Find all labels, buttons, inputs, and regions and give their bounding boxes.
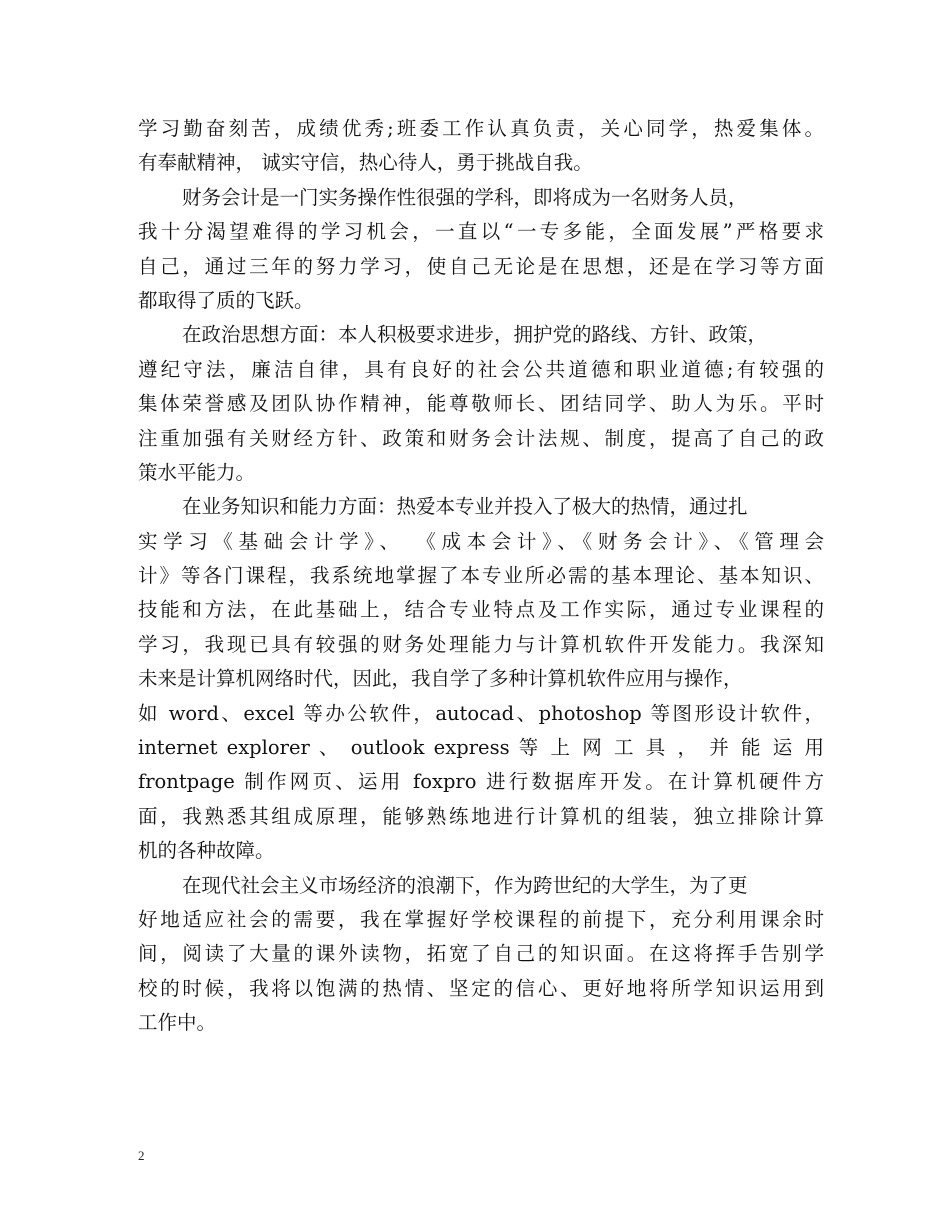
- text-line: 校的时候，我将以饱满的热情、坚定的信心、更好地将所学知识运用到: [138, 976, 824, 1000]
- text-line: 注重加强有关财经方针、政策和财务会计法规、制度，提高了自己的政: [138, 426, 824, 450]
- text-line: 我十分渴望难得的学习机会，一直以“一专多能，全面发展”严格要求: [138, 220, 824, 244]
- text-line: 机的各种故障。: [138, 839, 275, 863]
- text-line: 有奉献精神， 诚实守信，热心待人，勇于挑战自我。: [138, 151, 593, 175]
- text-line: 学习，我现已具有较强的财务处理能力与计算机软件开发能力。我深知: [138, 632, 824, 656]
- text-line: 面，我熟悉其组成原理，能够熟练地进行计算机的组装，独立排除计算: [138, 804, 824, 828]
- text-line: 如 word、excel 等办公软件，autocad、photoshop 等图形设计软件，: [138, 701, 824, 725]
- text-line: internet explorer 、 outlook express 等 上 网 工 具 ， 并 能 运 用: [138, 736, 824, 760]
- text-line: 学习勤奋刻苦，成绩优秀;班委工作认真负责，关心同学，热爱集体。: [138, 117, 824, 140]
- text-line: 自己，通过三年的努力学习，使自己无论是在思想，还是在学习等方面: [138, 254, 824, 278]
- text-line: 间，阅读了大量的课外读物，拓宽了自己的知识面。在这将挥手告别学: [138, 942, 824, 966]
- text-line: 遵纪守法，廉洁自律，具有良好的社会公共道德和职业道德;有较强的: [138, 357, 824, 381]
- text-line: 技能和方法，在此基础上，结合专业特点及工作实际，通过专业课程的: [138, 598, 824, 622]
- body-text: [138, 112, 824, 1041]
- text-line: 策水平能力。: [138, 460, 256, 484]
- text-line: 好地适应社会的需要，我在掌握好学校课程的前提下，充分利用课余时: [138, 907, 824, 931]
- text-line: 未来是计算机网络时代，因此，我自学了多种计算机软件应用与操作，: [138, 667, 743, 691]
- text-line: 计》等各门课程，我系统地掌握了本专业所必需的基本理论、基本知识、: [138, 564, 824, 588]
- text-line: 实学习《基础会计学》、 《成本会计》、《财务会计》、《管理会: [138, 529, 824, 553]
- page-number: 2: [138, 1148, 145, 1163]
- paragraph-first-line: 在现代社会主义市场经济的浪潮下，作为跨世纪的大学生，为了更: [182, 873, 748, 897]
- text-line: 工作中。: [138, 1011, 217, 1035]
- paragraph-first-line: 在政治思想方面：本人积极要求进步，拥护党的路线、方针、政策，: [182, 323, 768, 347]
- text-line: 都取得了质的飞跃。: [138, 288, 314, 312]
- paragraph-first-line: 在业务知识和能力方面：热爱本专业并投入了极大的热情，通过扎: [182, 495, 748, 519]
- text-line: 集体荣誉感及团队协作精神，能尊敬师长、团结同学、助人为乐。平时: [138, 392, 824, 416]
- text-line: frontpage 制作网页、运用 foxpro 进行数据库开发。在计算机硬件方: [138, 770, 824, 794]
- paragraph-first-line: 财务会计是一门实务操作性很强的学科，即将成为一名财务人员，: [182, 185, 748, 209]
